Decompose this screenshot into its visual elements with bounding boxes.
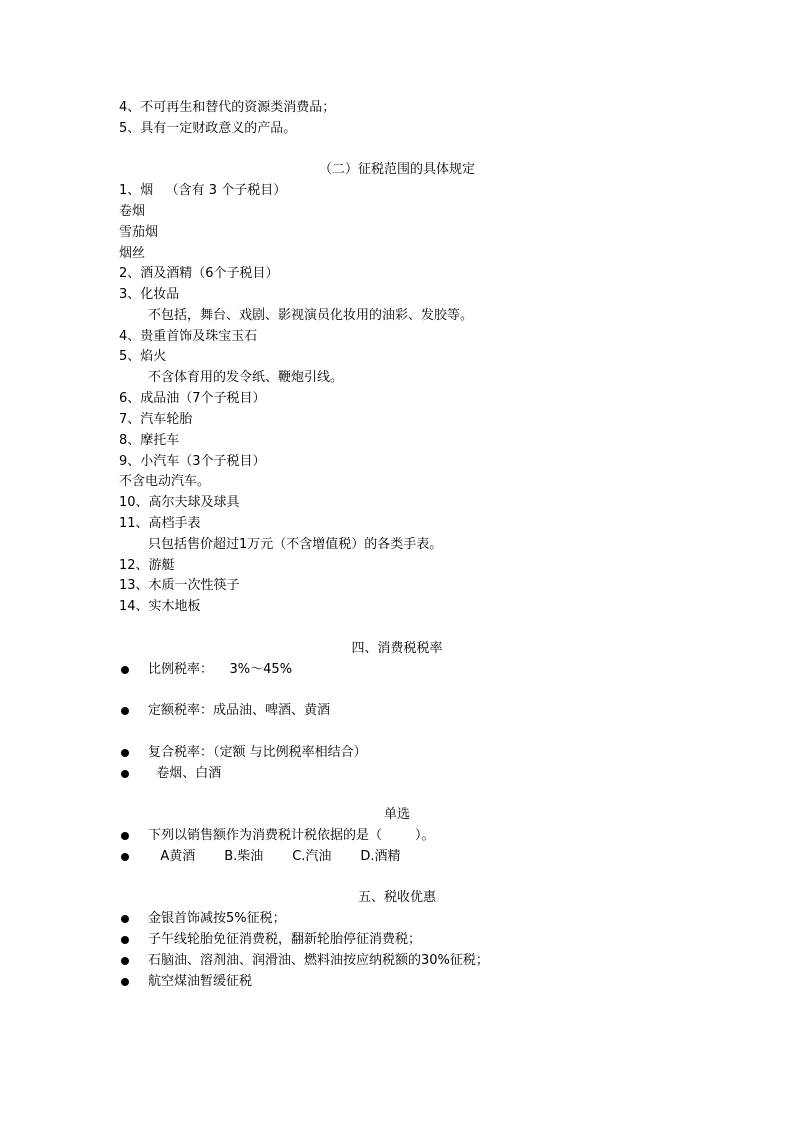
section-heading: 四、消费税税率 (351, 641, 443, 656)
bullet-icon (121, 978, 129, 986)
text-line: 11、高档手表 (119, 516, 201, 531)
bullet-icon (121, 936, 129, 944)
section-heading: 五、税收优惠 (357, 890, 436, 905)
text-line: 12、游艇 (119, 558, 175, 573)
text-line-indented: 不含体育用的发令纸、鞭炮引线。 (148, 370, 344, 385)
bullet-icon (121, 853, 129, 861)
text-line: 5、焰火 (119, 349, 167, 364)
text-line: 3、化妆品 (119, 287, 180, 302)
bullet-text: 卷烟、白酒 (148, 766, 222, 781)
text-line: 不含电动汽车。 (119, 474, 211, 489)
text-line: 5、具有一定财政意义的产品。 (119, 121, 297, 136)
bullet-icon (121, 707, 129, 715)
text-line: 4、贵重首饰及珠宝玉石 (119, 329, 258, 344)
bullet-icon (121, 915, 129, 923)
bullet-text: 石脑油、溶剂油、润滑油、燃料油按应纳税额的30%征税； (148, 953, 489, 968)
text-line: 14、实木地板 (119, 599, 201, 614)
bullet-icon (121, 749, 129, 757)
bullet-icon (121, 832, 129, 840)
bullet-text: A黄酒 B.柴油 C.汽油 D.酒精 (148, 849, 401, 864)
text-line: 烟丝 (119, 246, 146, 261)
section-heading: 单选 (383, 807, 410, 822)
text-line: 8、摩托车 (119, 433, 180, 448)
text-line: 1、烟 （含有 3 个子税目） (119, 183, 287, 198)
bullet-text: 复合税率：（定额 与比例税率相结合） (148, 745, 367, 760)
text-line: 13、木质一次性筷子 (119, 578, 240, 593)
text-line-indented: 只包括售价超过1万元（不含增值税）的各类手表。 (148, 537, 443, 552)
bullet-icon (121, 957, 129, 965)
bullet-icon (121, 770, 129, 778)
text-line: 9、小汽车（3个子税目） (119, 454, 266, 469)
bullet-text: 比例税率： 3%～45% (148, 662, 293, 677)
text-line: 2、酒及酒精（6个子税目） (119, 266, 279, 281)
text-line: 卷烟 (119, 204, 146, 219)
text-line: 4、不可再生和替代的资源类消费品； (119, 100, 336, 115)
bullet-text: 子午线轮胎免征消费税，翻新轮胎停征消费税； (148, 932, 422, 947)
text-line: 雪茄烟 (119, 225, 159, 240)
bullet-text: 航空煤油暂缓征税 (148, 974, 253, 989)
bullet-text: 下列以销售额作为消费税计税依据的是（ ）。 (148, 828, 435, 843)
text-line: 7、汽车轮胎 (119, 412, 193, 427)
section-heading: （二）征税范围的具体规定 (318, 162, 475, 177)
text-line: 10、高尔夫球及球具 (119, 495, 240, 510)
bullet-text: 金银首饰减按5%征税； (148, 911, 286, 926)
bullet-icon (121, 666, 129, 674)
bullet-text: 定额税率：成品油、啤酒、黄酒 (148, 703, 331, 718)
text-line: 6、成品油（7个子税目） (119, 391, 266, 406)
text-line-indented: 不包括，舞台、戏剧、影视演员化妆用的油彩、发胶等。 (148, 308, 474, 323)
